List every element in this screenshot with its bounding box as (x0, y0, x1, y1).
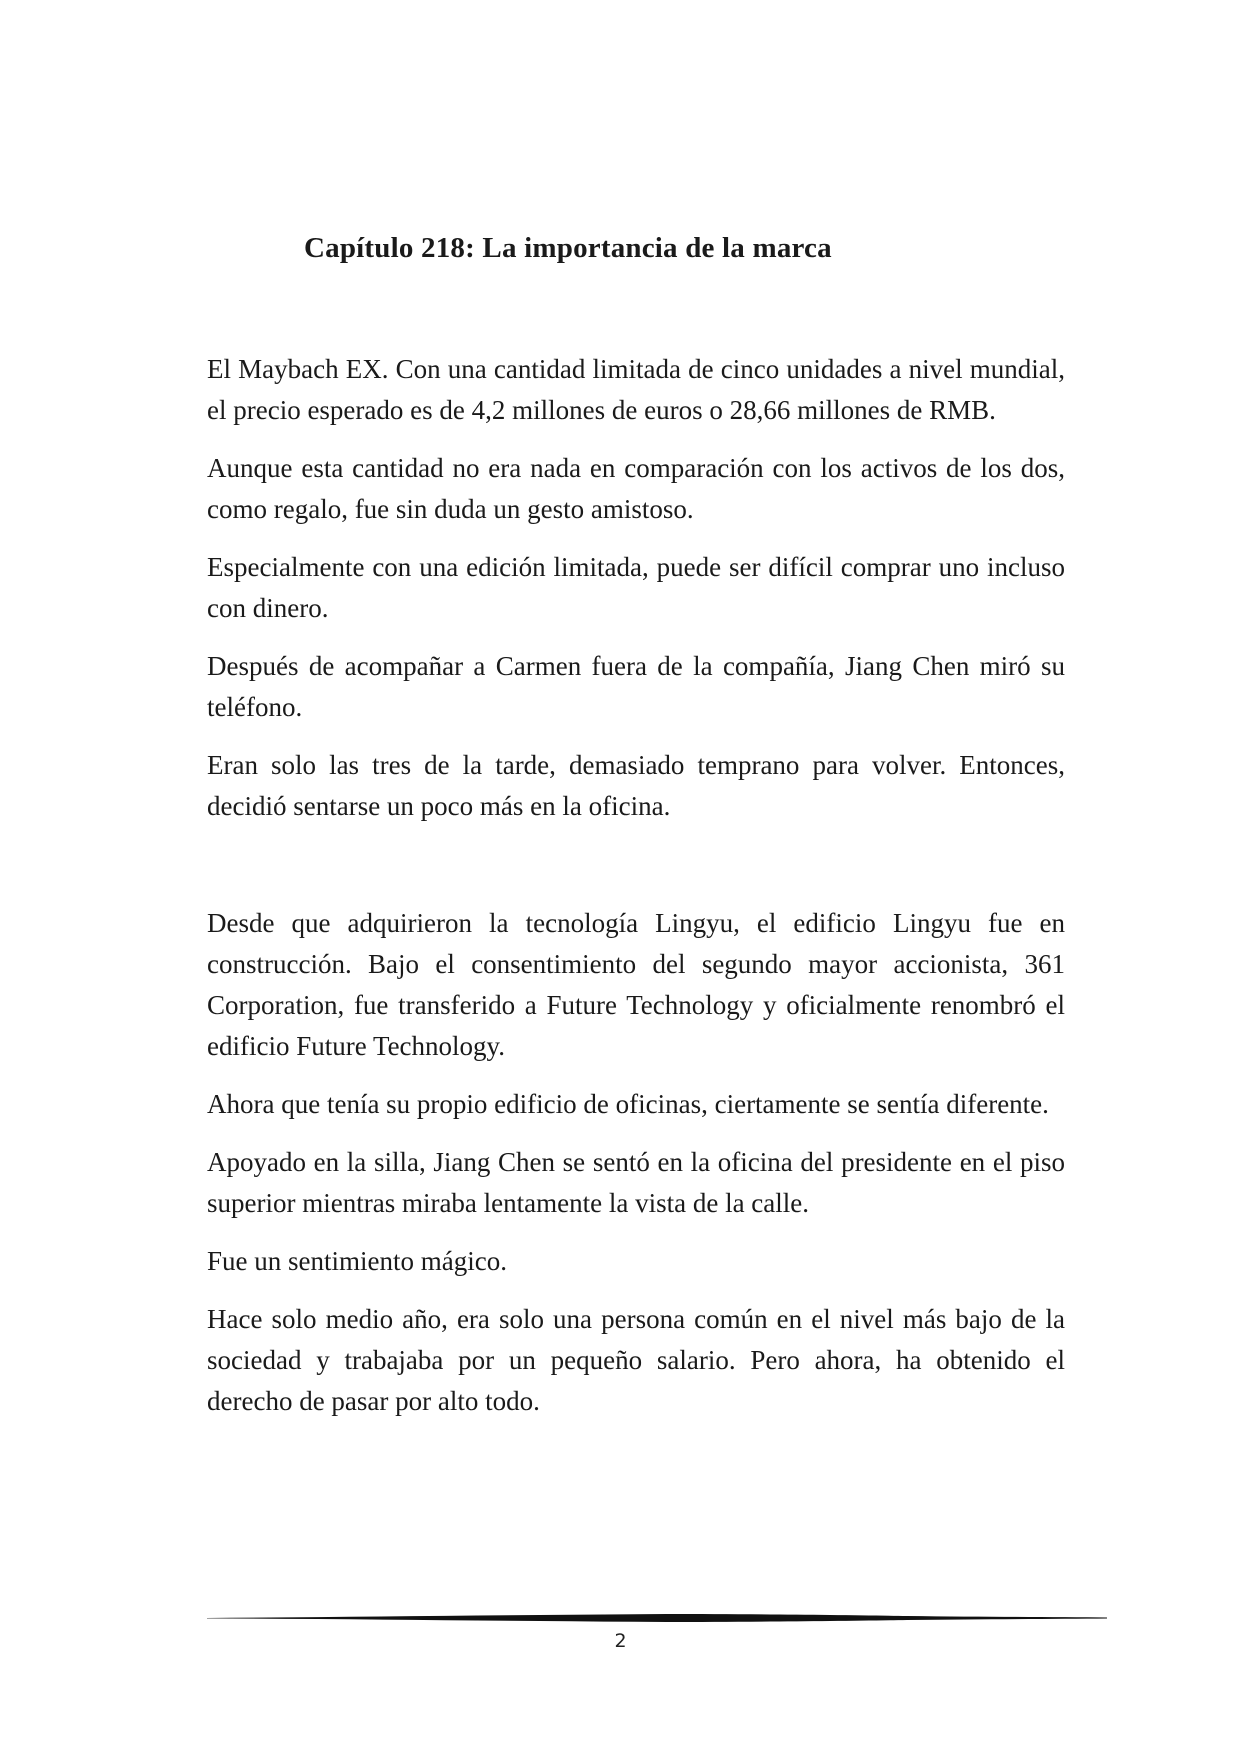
footer-divider-stroke (207, 1614, 1107, 1622)
paragraph: Aunque esta cantidad no era nada en comparación con los activos de los dos, como regalo, fue sin duda un gesto amistoso. (207, 453, 1065, 524)
paragraph: El Maybach EX. Con una cantidad limitada de cinco unidades a nivel mundial, el precio esperado es de 4,2 millones de euros o 28,66 millones de RMB. (207, 354, 1065, 425)
paragraph: Eran solo las tres de la tarde, demasiado temprano para volver. Entonces, decidió sentarse un poco más en la oficina. (207, 750, 1065, 821)
paragraph: Hace solo medio año, era solo una persona común en el nivel más bajo de la sociedad y trabajaba por un pequeño salario. Pero ahora, ha obtenido el derecho de pasar por alto todo. (207, 1304, 1065, 1416)
paragraph: Especialmente con una edición limitada, puede ser difícil comprar uno incluso con dinero. (207, 552, 1065, 623)
chapter-title: Capítulo 218: La importancia de la marca (304, 232, 832, 264)
paragraph: Fue un sentimiento mágico. (207, 1246, 507, 1276)
chapter-body (207, 349, 1065, 1439)
footer-divider (207, 1612, 1107, 1624)
paragraph: Desde que adquirieron la tecnología Lingyu, el edificio Lingyu fue en construcción. Bajo el consentimiento del segundo mayor accionista, 361 Corporation, fue transferido a Future Technology y oficialmente renombró el edificio Future Technology. (207, 908, 1065, 1061)
paragraph: Apoyado en la silla, Jiang Chen se sentó en la oficina del presidente en el piso superior mientras miraba lentamente la vista de la calle. (207, 1147, 1065, 1218)
page-number: 2 (614, 1630, 627, 1652)
paragraph: Después de acompañar a Carmen fuera de la compañía, Jiang Chen miró su teléfono. (207, 651, 1065, 722)
paragraph: Ahora que tenía su propio edificio de oficinas, ciertamente se sentía diferente. (207, 1089, 1049, 1119)
